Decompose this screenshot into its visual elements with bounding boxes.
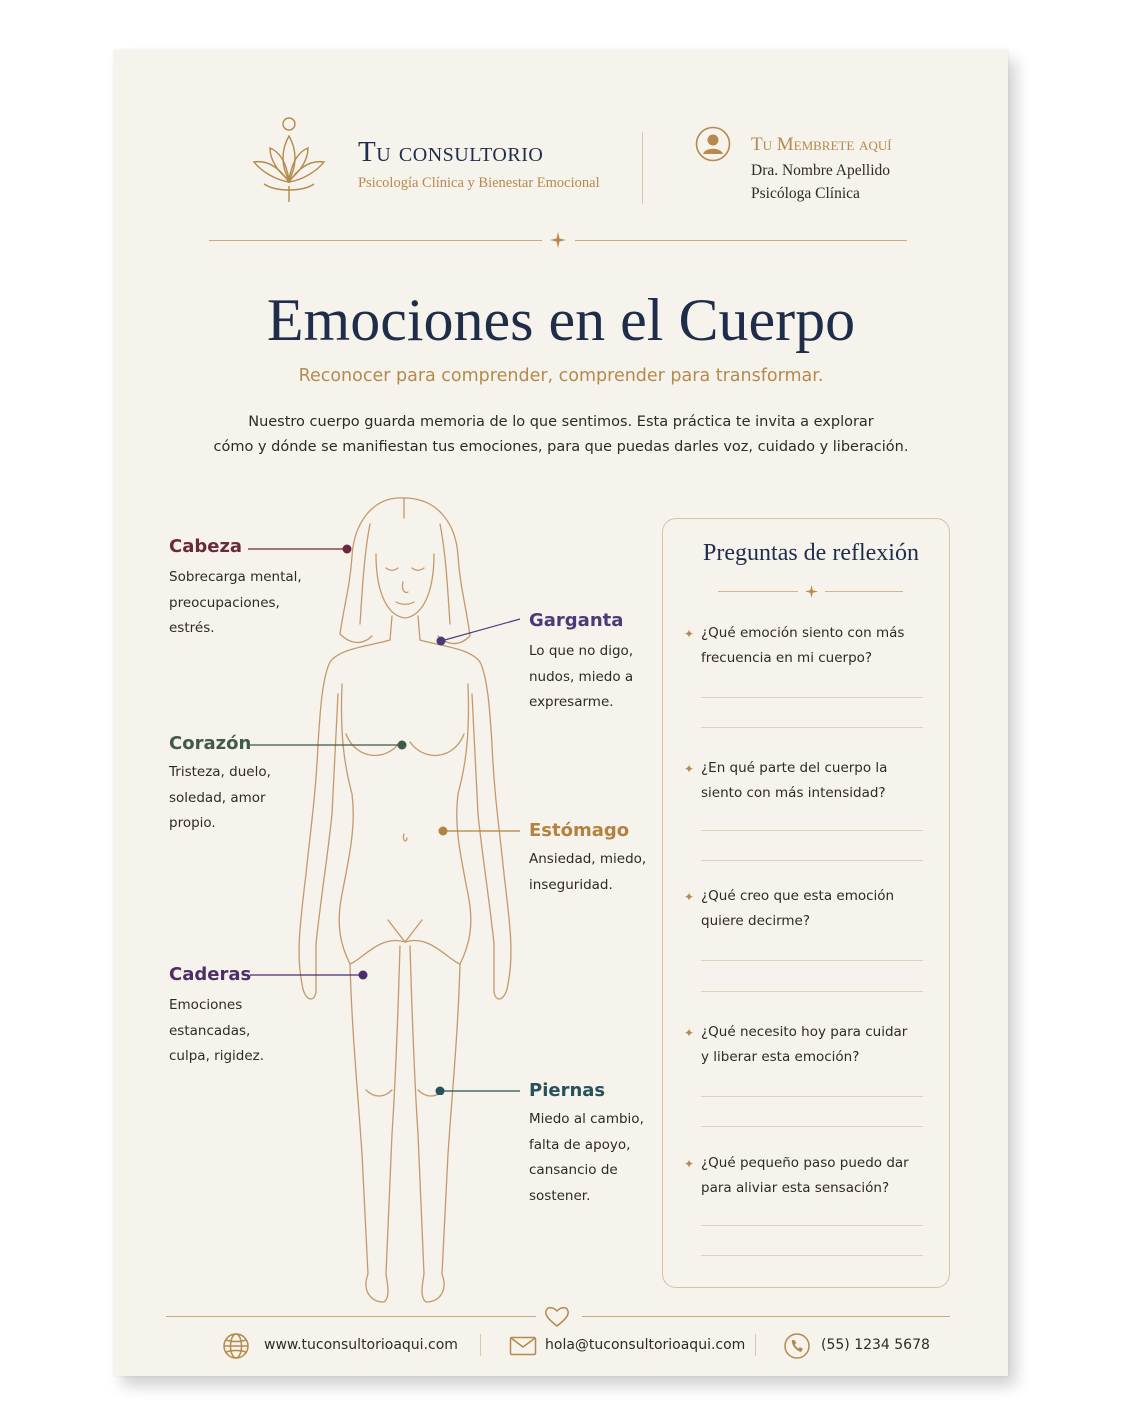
heart-icon [544,1305,570,1329]
question-line: ¿Qué creo que esta emoción [701,888,895,904]
question-line: quiere decirme? [701,913,811,929]
zone-line: propio. [169,815,216,831]
lotus-icon [248,114,330,206]
sparkle-bullet-icon: ✦ [684,762,695,776]
answer-line[interactable] [701,991,923,992]
question-line: ¿Qué pequeño paso puedo dar [701,1155,909,1171]
zone-line: Tristeza, duelo, [169,764,271,780]
zone-line: Ansiedad, miedo, [529,851,647,867]
question-4 [701,1020,926,1070]
brand-name: Tu consultorio [358,136,544,168]
zone-title: Garganta [529,610,624,631]
zone-description [529,1107,644,1209]
zone-line: expresarme. [529,694,614,710]
zone-corazon [169,733,271,837]
zone-description [529,847,646,898]
zone-garganta [529,610,633,716]
zone-line: inseguridad. [529,876,613,893]
sparkle-bullet-icon: ✦ [684,627,695,641]
footer-divider [755,1334,756,1356]
sparkle-bullet-icon: ✦ [684,1026,695,1040]
zone-caderas [169,964,264,1070]
answer-line[interactable] [701,1255,923,1256]
envelope-icon [509,1336,537,1356]
intro-line-2: cómo y dónde se manifiestan tus emociones, para que puedas darles voz, cuidado y liberación. [213,439,909,455]
zone-title: Piernas [529,1080,606,1101]
question-1 [701,621,926,671]
zone-description [169,760,271,837]
zone-line: Sobrecarga mental, [169,569,302,585]
answer-line[interactable] [701,1225,923,1226]
sparkle-bullet-icon: ✦ [684,890,695,904]
zone-cabeza [169,536,302,642]
globe-icon [222,1332,250,1360]
zone-title: Estómago [529,820,630,841]
zone-line: Miedo al cambio, [529,1111,644,1127]
user-circle-icon [694,125,732,163]
piernas-marker [436,1087,445,1096]
email-link[interactable]: hola@tuconsultorioaqui.com [545,1337,746,1353]
zone-line: sostener. [529,1187,591,1204]
sparkle-icon [550,232,566,248]
zone-piernas [529,1080,644,1209]
question-line: siento con más intensidad? [701,785,886,801]
estomago-marker [439,827,448,836]
question-line: frecuencia en mi cuerpo? [701,650,873,666]
professional-title: Tu Membrete aquí [751,134,892,155]
answer-line[interactable] [701,727,923,728]
phone-number[interactable]: (55) 1234 5678 [821,1337,930,1353]
answer-line[interactable] [701,1126,923,1127]
page-subtitle: Reconocer para comprender, comprender para transformar. [298,366,824,386]
zone-line: cansancio de [529,1162,618,1178]
answer-line[interactable] [701,960,923,961]
question-line: para aliviar esta sensación? [701,1180,890,1196]
website-link[interactable]: www.tuconsultorioaqui.com [264,1337,458,1353]
zone-line: culpa, rigidez. [169,1048,265,1064]
brand-subtitle: Psicología Clínica y Bienestar Emocional [358,175,600,191]
footer-divider [480,1334,481,1356]
intro-text [114,410,1008,460]
zone-description [529,639,633,716]
question-line: ¿En qué parte del cuerpo la [701,760,888,776]
page-title: Emociones en el Cuerpo [266,287,856,353]
header-rule-left [209,240,542,241]
zone-estomago [529,820,646,898]
corazon-marker [398,741,407,750]
caderas-marker [359,971,368,980]
header-rule-right [575,240,907,241]
zone-description [169,565,302,642]
answer-line[interactable] [701,830,923,831]
reflection-rule-right [825,591,903,592]
answer-line[interactable] [701,1096,923,1097]
header-divider [642,132,643,204]
zone-line: preocupaciones, [169,594,280,611]
cabeza-marker [343,545,352,554]
zone-description [169,993,264,1070]
zone-line: Lo que no digo, [529,643,634,659]
sparkle-icon [805,585,818,598]
reflection-title: Preguntas de reflexión [703,540,919,566]
footer-rule-left [166,1316,536,1317]
professional-role: Psicóloga Clínica [751,185,860,202]
question-2 [701,756,926,806]
question-3 [701,884,926,934]
zone-title: Corazón [169,733,252,754]
garganta-marker [437,637,446,646]
zone-title: Caderas [169,964,252,985]
zone-line: nudos, miedo a [529,668,634,685]
question-line: ¿Qué emoción siento con más [701,625,905,641]
question-line: ¿Qué necesito hoy para cuidar [701,1024,908,1040]
zone-line: Emociones [169,997,243,1013]
intro-line-1: Nuestro cuerpo guarda memoria de lo que sentimos. Esta práctica te invita a explorar [248,414,874,430]
question-5 [701,1151,926,1201]
zone-line: estrés. [169,620,215,636]
answer-line[interactable] [701,697,923,698]
reflection-rule-left [718,591,798,592]
zone-line: falta de apoyo, [529,1136,631,1153]
footer-rule-right [582,1316,950,1317]
zone-title: Cabeza [169,536,243,557]
answer-line[interactable] [701,860,923,861]
phone-icon [783,1332,811,1360]
question-line: y liberar esta emoción? [701,1049,860,1065]
zone-line: estancadas, [169,1022,251,1039]
zone-line: soledad, amor [169,789,266,806]
professional-name: Dra. Nombre Apellido [751,162,891,179]
sparkle-bullet-icon: ✦ [684,1157,695,1171]
